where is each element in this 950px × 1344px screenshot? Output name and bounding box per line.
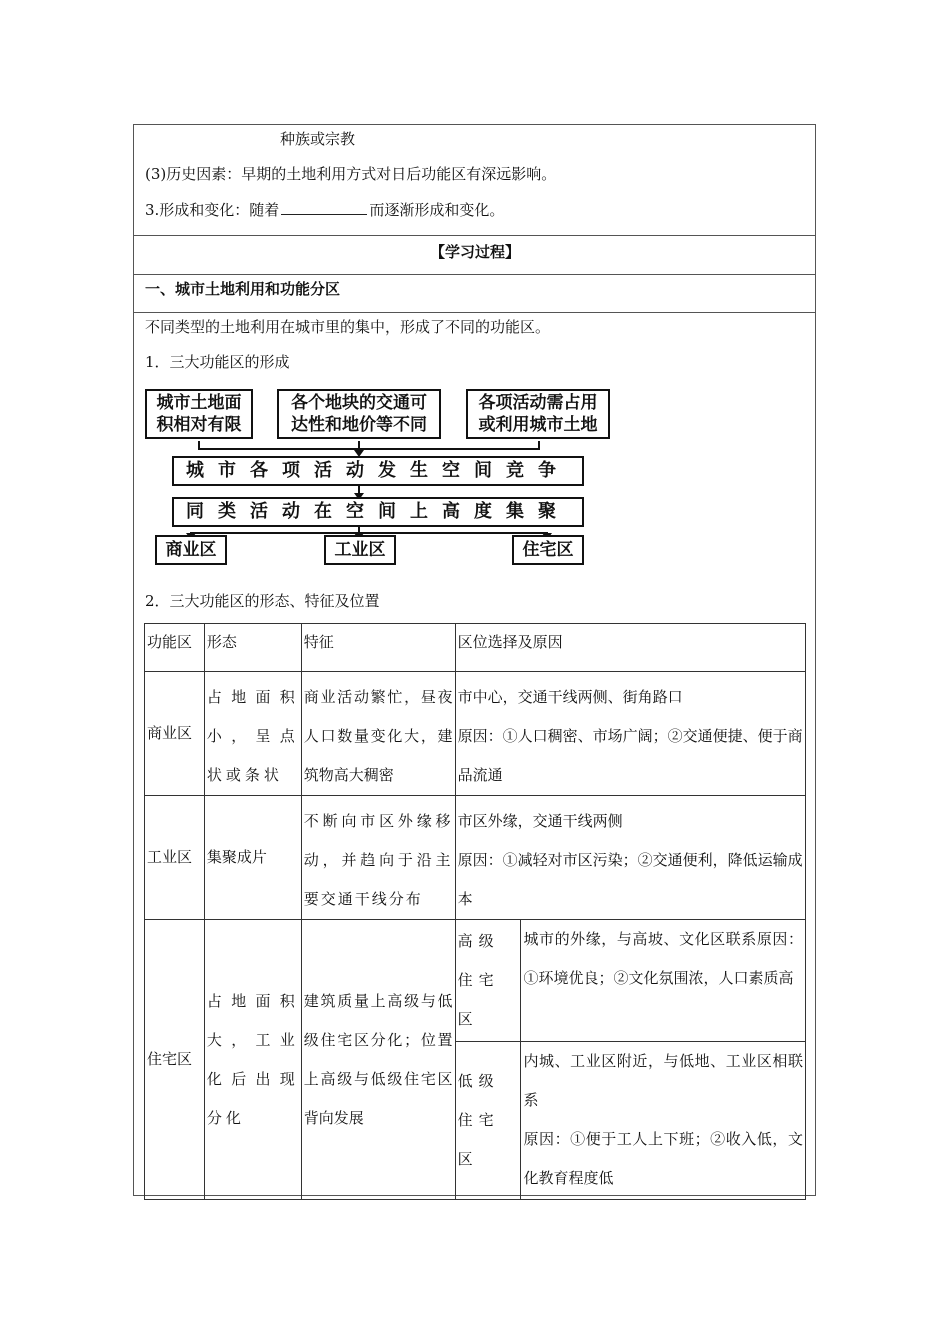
- cell-industrial-feature: 不断向市区外缘移动，并趋向于沿主要交通干线分布: [301, 796, 455, 920]
- cell-low-residential-name: 低级住宅区: [455, 1042, 521, 1200]
- arrow-to-agglomeration: [358, 486, 360, 494]
- intro-text: 不同类型的土地利用在城市里的集中，形成了不同的功能区。: [145, 318, 551, 336]
- text-line-2: (3)历史因素：早期的土地利用方式对日后功能区有深远影响。: [145, 165, 557, 183]
- diagram-box2-line2: 达性和地价等不同: [291, 415, 427, 435]
- subheading-2: 2．三大功能区的形态、特征及位置: [145, 592, 380, 610]
- cell-residential-feature: 建筑质量上高级与低级住宅区分化；位置上高级与低级住宅区背向发展: [301, 920, 455, 1200]
- section-title: 【学习过程】: [429, 243, 520, 261]
- diagram-box-land-use: [466, 389, 610, 439]
- diagram-box2-line1: 各个地块的交通可: [291, 393, 427, 413]
- cell-low-residential-desc: [521, 1042, 806, 1200]
- divider-2: [134, 274, 815, 275]
- cell-residential-name: 住宅区: [145, 920, 205, 1200]
- cell-high-residential-name: 高级住宅区: [455, 920, 521, 1042]
- functional-zone-table: [144, 623, 806, 1200]
- fill-blank: [281, 200, 367, 215]
- arrow-to-competition: [358, 441, 360, 451]
- text-line-1: 种族或宗教: [280, 130, 356, 148]
- cell-residential-form: 占地面积大，工业化后出现分化: [204, 920, 301, 1200]
- cell-industrial-name: 工业区: [145, 796, 205, 920]
- commercial-location-text: 市中心，交通干线两侧、街角路口: [457, 688, 683, 706]
- cell-industrial-form: 集聚成片: [204, 796, 301, 920]
- diagram-box3-line2: 或利用城市土地: [478, 415, 598, 435]
- header-form: 形态: [204, 624, 301, 672]
- cell-commercial-form: 占地面积小，呈点状或条状: [204, 672, 301, 796]
- table-row-industrial: [145, 796, 806, 920]
- cell-high-residential-desc: 城市的外缘，与高坡、文化区联系原因：①环境优良；②文化氛围浓，人口素质高: [521, 920, 806, 1042]
- table-header-row: [145, 624, 806, 672]
- cell-commercial-name: 商业区: [145, 672, 205, 796]
- subheading-1: 1．三大功能区的形成: [145, 353, 290, 371]
- text-line-3: [145, 200, 504, 220]
- header-feature: 特征: [301, 624, 455, 672]
- connector-horizontal: [198, 448, 540, 450]
- diagram-out-residential: 住宅区: [512, 535, 584, 565]
- divider-3: [134, 312, 815, 313]
- part1-title: 一、城市土地利用和功能分区: [145, 280, 341, 298]
- diagram-box-land-limited: [145, 389, 253, 439]
- header-zone: 功能区: [145, 624, 205, 672]
- text-line-3-pre: 3.形成和变化：随着: [145, 201, 280, 219]
- diagram-box-competition: 城市各项活动发生空间竞争: [172, 456, 584, 486]
- commercial-reason-text: 原因：①人口稠密、市场广阔；②交通便捷、便于商品流通: [457, 727, 803, 784]
- industrial-reason-text: 原因：①减轻对市区污染；②交通便利，降低运输成本: [457, 851, 803, 908]
- diagram-box1-line1: 城市土地面: [156, 393, 242, 413]
- low-residential-reason: 原因：①便于工人上下班；②收入低，文化教育程度低: [523, 1130, 803, 1187]
- diagram-box3-line1: 各项活动需占用: [478, 393, 598, 413]
- diagram-box-accessibility: [277, 389, 441, 439]
- table-row-commercial: [145, 672, 806, 796]
- industrial-location-text: 市区外缘，交通干线两侧: [457, 812, 623, 830]
- arrow-to-commercial: [190, 532, 192, 534]
- text-line-3-post: 而逐渐形成和变化。: [369, 201, 505, 219]
- arrow-to-residential: [546, 532, 548, 534]
- divider-1: [134, 235, 815, 236]
- cell-commercial-feature: 商业活动繁忙，昼夜人口数量变化大，建筑物高大稠密: [301, 672, 455, 796]
- diagram-box-agglomeration: 同类活动在空间上高度集聚: [172, 497, 584, 527]
- table-row-residential-high: [145, 920, 806, 1042]
- diagram-out-industrial: 工业区: [324, 535, 396, 565]
- low-residential-location: 内城、工业区附近，与低地、工业区相联系: [523, 1052, 803, 1109]
- cell-industrial-location: [455, 796, 805, 920]
- diagram-out-commercial: 商业区: [155, 535, 227, 565]
- header-location: 区位选择及原因: [455, 624, 805, 672]
- arrow-to-industrial: [358, 532, 360, 534]
- connector-bottom-horizontal: [190, 532, 548, 534]
- diagram-box1-line2: 积相对有限: [156, 415, 242, 435]
- cell-commercial-location: [455, 672, 805, 796]
